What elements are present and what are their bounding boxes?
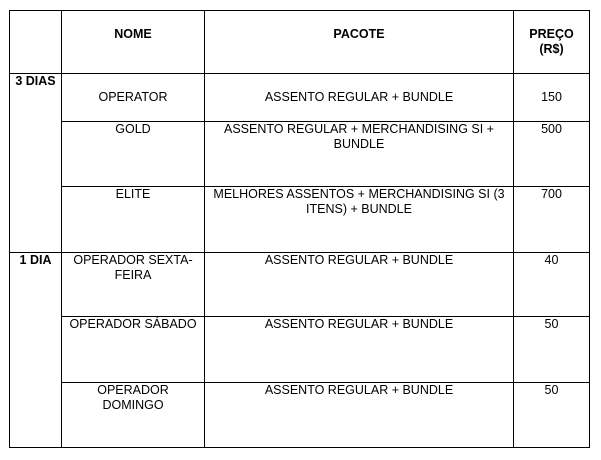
header-group-cell [10,11,62,74]
pacote-cell: MELHORES ASSENTOS + MERCHANDISING SI (3 ITENS) + BUNDLE [205,187,514,253]
header-preco: PREÇO (R$) [514,11,590,74]
pacote-cell: ASSENTO REGULAR + BUNDLE [205,383,514,448]
pricing-table [9,10,590,448]
header-nome: NOME [62,11,205,74]
pacote-cell: ASSENTO REGULAR + MERCHANDISING SI + BUNDLE [205,122,514,187]
table-row [10,187,590,253]
preco-cell: 700 [514,187,590,253]
group-label-1-dia: 1 DIA [10,253,62,448]
pacote-cell: ASSENTO REGULAR + BUNDLE [205,253,514,317]
header-pacote: PACOTE [205,11,514,74]
table-row [10,122,590,187]
preco-cell: 500 [514,122,590,187]
nome-cell: GOLD [62,122,205,187]
preco-cell: 150 [514,74,590,122]
group-label-3-dias: 3 DIAS [10,74,62,253]
nome-cell: ELITE [62,187,205,253]
preco-cell: 40 [514,253,590,317]
nome-cell: OPERADOR DOMINGO [62,383,205,448]
pacote-cell: ASSENTO REGULAR + BUNDLE [205,317,514,383]
table-row [10,74,590,122]
pacote-cell: ASSENTO REGULAR + BUNDLE [205,74,514,122]
nome-cell: OPERADOR SEXTA-FEIRA [62,253,205,317]
preco-cell: 50 [514,383,590,448]
table-row [10,383,590,448]
table-row [10,253,590,317]
table-header-row [10,11,590,74]
preco-cell: 50 [514,317,590,383]
nome-cell: OPERADOR SÁBADO [62,317,205,383]
table-row [10,317,590,383]
nome-cell: OPERATOR [62,74,205,122]
